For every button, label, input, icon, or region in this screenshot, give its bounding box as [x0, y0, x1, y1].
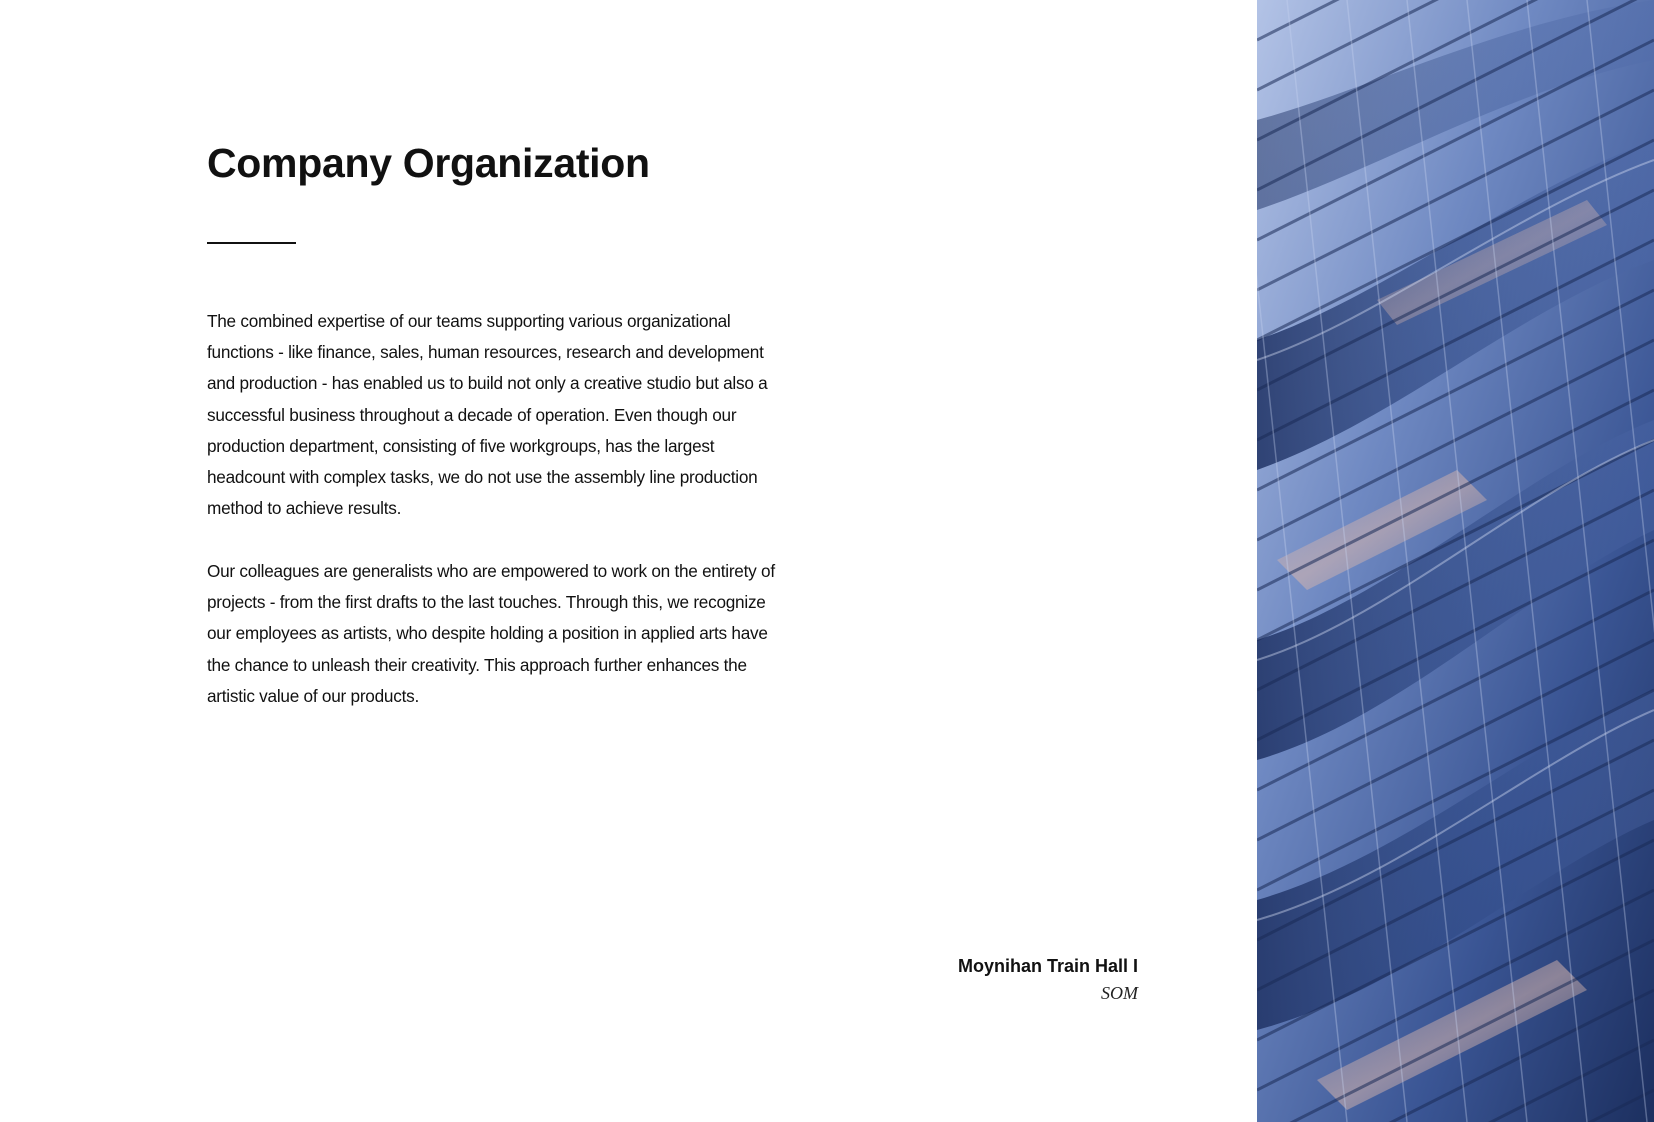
glass-facade-photo — [1257, 0, 1654, 1122]
page-title: Company Organization — [207, 140, 650, 186]
image-caption — [958, 953, 1138, 1006]
content-column — [207, 136, 787, 190]
facade-illustration — [1257, 0, 1654, 1122]
body-paragraph: The combined expertise of our teams supporting various organizational functions - like finance, sales, human resources, research and development and production - has enabled us to build not only a creative studio but also a successful business throughout a decade of operation. Even though our production department, consisting of five workgroups, has the largest headcount with complex tasks, we do not use the assembly line production method to achieve results. — [207, 311, 768, 519]
body-text — [207, 306, 782, 712]
caption-subtitle: SOM — [1101, 983, 1138, 1003]
title-divider — [207, 242, 296, 244]
caption-title: Moynihan Train Hall I — [957, 956, 1138, 976]
body-paragraph: Our colleagues are generalists who are empowered to work on the entirety of projects - from the first drafts to the last touches. Through this, we recognize our employees as artists, who despite holding a position in applied arts have the chance to unleash their creativity. This approach further enhances the artistic value of our products. — [207, 560, 775, 706]
